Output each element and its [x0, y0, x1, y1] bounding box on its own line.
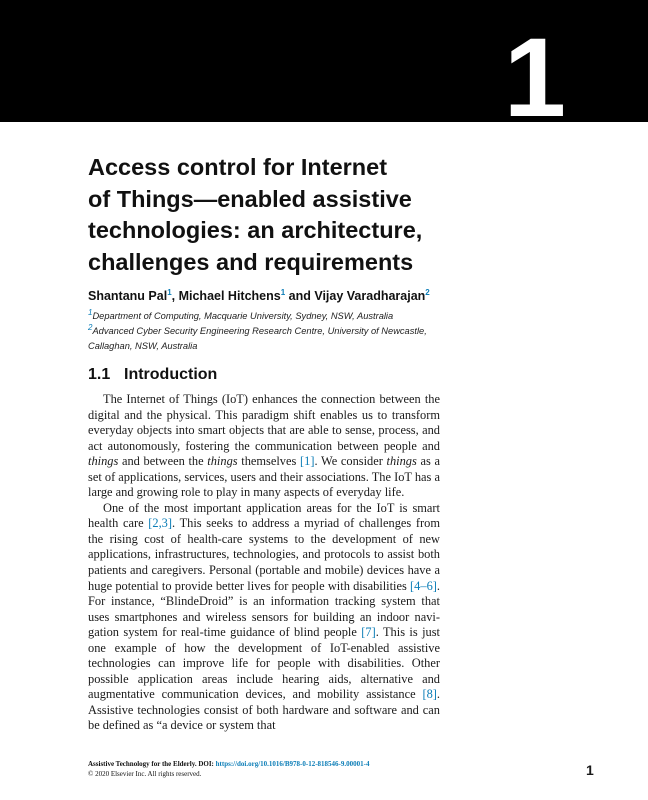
text-run: One of the most important application areas for the IoT is smart health care	[88, 500, 440, 531]
citation-link[interactable]: [8]	[422, 687, 437, 702]
text-run: . This seeks to address a myriad of challenges from the rising cost of health-care systems to the development of new applications, infrastructures, technologies, and protocols to assist both patients and caregivers. Personal (portable and mobile) devices have a huge potential to provide better lives for people with disabilities	[88, 516, 440, 593]
copyright: © 2020 Elsevier Inc. All rights reserved.	[88, 770, 202, 778]
emphasis-text: things	[207, 454, 238, 469]
text-run: as a set of applications, services, users and their associations. The IoT has a large and growing role to play in many aspects of everyday life.	[88, 454, 440, 500]
section-title: Introduction	[124, 366, 218, 383]
emphasis-text: things	[386, 454, 417, 469]
author-list: Shantanu Pal$^1$, Michael Hitchens$^1$ and Vijay Varadharajan$^2$	[88, 288, 430, 304]
author-name: Shantanu Pal	[88, 289, 168, 304]
text-run: The Internet of Things (IoT) enhances the connection between the digital and the physical. This paradigm shift enables us to transform everyday objects into smart objects that are able to sense, process, and act autonomously, fostering the communication between people and	[88, 392, 440, 453]
emphasis-text: things	[88, 454, 119, 469]
chapter-number: 1	[503, 15, 564, 140]
chapter-header-band	[0, 0, 648, 140]
section-number: 1.1	[88, 366, 111, 383]
paragraph	[88, 501, 440, 734]
page-number: 1	[586, 762, 594, 778]
footer-citation: Assistive Technology for the Elderly. DOI: https://doi.org/10.1016/B978-0-12-818546-9.00001-4 © 2020 Elsevier Inc. All rights reserved.	[88, 760, 370, 778]
paragraph	[88, 392, 440, 501]
affiliation-1: $^1$Department of Computing, Macquarie University, Sydney, NSW, Australia	[88, 308, 394, 322]
book-title: Assistive Technology for the Elderly.	[88, 760, 197, 768]
citation-link[interactable]: [4–6]	[410, 578, 437, 593]
citation-link[interactable]: [7]	[361, 625, 376, 640]
title-line: of Things—enabled assistive	[88, 185, 412, 212]
text-run: themselves	[237, 454, 300, 469]
affiliation-mark[interactable]: 2	[425, 288, 430, 297]
affiliation-mark[interactable]: 1	[167, 288, 172, 297]
affiliation-2: $^2$Advanced Cyber Security Engineering Research Centre, University of Newcastle, Callaghan, NSW, Australia	[88, 323, 427, 352]
body-text	[88, 392, 440, 734]
section-heading	[88, 366, 217, 384]
chapter-title	[88, 152, 468, 278]
author-name: Michael Hitchens	[178, 289, 281, 304]
citation-link[interactable]: [2,3]	[148, 516, 173, 531]
title-line: challenges and requirements	[88, 248, 414, 275]
affiliation-mark[interactable]: 1	[280, 288, 286, 297]
text-run: . For instance, “BlindeDroid” is an information tracking system that uses smartphones and wireless sensors for building an indoor navigation system for real-time guidance of blind people	[88, 578, 440, 640]
text-run: . We consider	[314, 454, 387, 469]
author-name: Vijay Varadharajan	[314, 289, 426, 304]
text-run: and between the	[118, 454, 208, 469]
doi-link[interactable]: https://doi.org/10.1016/B978-0-12-818546-9.00001-4	[215, 760, 370, 768]
title-line: Access control for Internet	[88, 154, 388, 180]
text-run: . This is just one example of how the development of IoT-enabled assistive technologies can improve life for people with disabilities. Other possible application areas include hearing aids, alternative and augmentative communication devices, and mobility assistance	[88, 625, 440, 702]
text-run: . Assistive technologies consist of both hardware and software and can be defined as “a device or system that	[88, 687, 440, 733]
citation-link[interactable]: [1]	[300, 454, 315, 469]
title-line: technologies: an architecture,	[88, 217, 423, 243]
